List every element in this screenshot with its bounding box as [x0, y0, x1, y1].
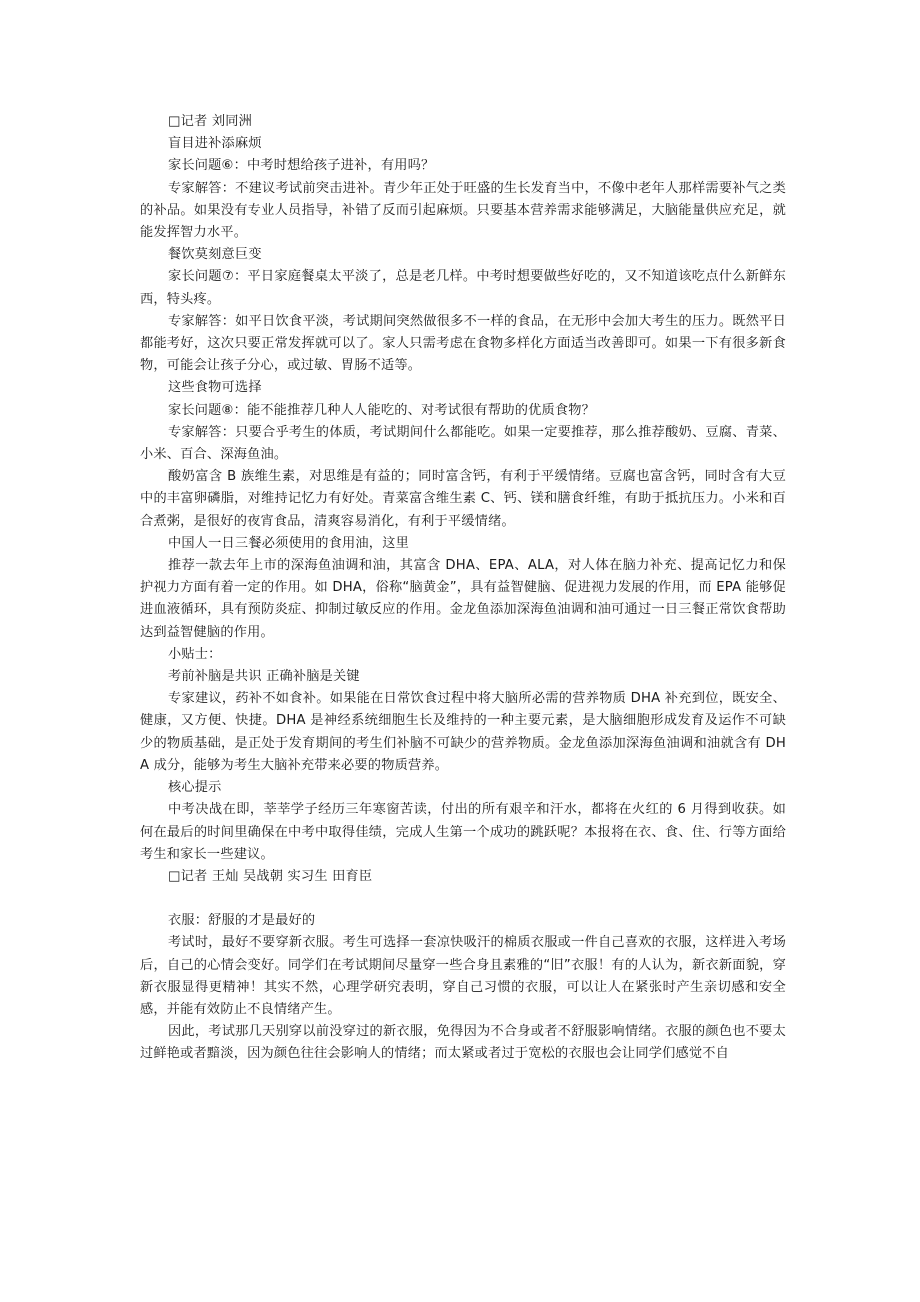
tips-label: 小贴士： [168, 646, 222, 662]
parent-question: 家长问题⑧：能不能推荐几种人人能吃的、对考试很有帮助的优质食物？ [168, 402, 596, 418]
section-heading: 考前补脑是共识 正确补脑是关键 [168, 669, 360, 685]
expert-answer: 专家解答：只要合乎考生的体质，考试期间什么都能吃。如果一定要推荐，那么推荐酸奶、豆腐、青菜、小米、百合、深海鱼油。 [140, 424, 786, 463]
parent-question: 家长问题⑥：中考时想给孩子进补，有用吗？ [168, 158, 435, 174]
section-heading: 衣服：舒服的才是最好的 [168, 913, 316, 929]
body-paragraph: 中考决战在即，莘莘学子经历三年寒窗苦读，付出的所有艰辛和汗水，都将在火红的 6 月得到收获。如何在最后的时间里确保在中考中取得佳绩，完成人生第一个成功的跳跃呢？本报将在衣、食、住、行等方面给考生和家长一些建议。 [140, 802, 786, 862]
section-heading: 餐饮莫刻意巨变 [168, 247, 262, 263]
body-paragraph: 推荐一款去年上市的深海鱼油调和油，其富含 DHA、EPA、ALA，对人体在脑力补充、提高记忆力和保护视力方面有着一定的作用。如 DHA，俗称“脑黄金”，具有益智健脑、促进视力发展的作用，而 EPA 能够促进血液循环，具有预防炎症、抑制过敏反应的作用。金龙鱼添加深海鱼油调和油可通过一日三餐正常饮食帮助达到益智健脑的作用。 [140, 558, 786, 640]
section-heading: 这些食物可选择 [168, 380, 262, 396]
expert-answer: 专家解答：不建议考试前突击进补。青少年正处于旺盛的生长发育当中，不像中老年人那样需要补气之类的补品。如果没有专业人员指导，补错了反而引起麻烦。只要基本营养需求能够满足，大脑能量供应充足，就能发挥智力水平。 [140, 180, 786, 241]
section-heading: 盲目进补添麻烦 [168, 136, 262, 152]
body-paragraph: 专家建议，药补不如食补。如果能在日常饮食过程中将大脑所必需的营养物质 DHA 补充到位，既安全、健康，又方便、快捷。DHA 是神经系统细胞生长及维持的一种主要元素，是大脑细胞形成发育及运作不可缺少的物质基础，是正处于发育期间的考生们补脑不可缺少的营养物质。金龙鱼添加深海鱼油调和油就含有 DHA 成分，能够为考生大脑补充带来必要的物质营养。 [140, 691, 786, 773]
blank-line [140, 888, 786, 910]
article-body [140, 111, 786, 1066]
reporter-byline: □记者 刘同洲 [168, 114, 252, 129]
body-paragraph: 因此，考试那几天别穿以前没穿过的新衣服，免得因为不合身或者不舒服影响情绪。衣服的颜色也不要太过鲜艳或者黯淡，因为颜色往往会影响人的情绪；而太紧或者过于宽松的衣服也会让同学们感觉不自 [140, 1024, 786, 1062]
body-paragraph: 酸奶富含 B 族维生素，对思维是有益的；同时富含钙，有利于平缓情绪。豆腐也富含钙，同时含有大豆中的丰富卵磷脂，对维持记忆力有好处。青菜富含维生素 C、钙、镁和膳食纤维，有助于抵抗压力。小米和百合煮粥，是很好的夜宵食品，清爽容易消化，有利于平缓情绪。 [140, 469, 786, 529]
expert-answer: 专家解答：如平日饮食平淡，考试期间突然做很多不一样的食品，在无形中会加大考生的压力。既然平日都能考好，这次只要正常发挥就可以了。家人只需考虑在食物多样化方面适当改善即可。如果一下有很多新食物，可能会让孩子分心，或过敏、胃肠不适等。 [140, 313, 786, 374]
parent-question: 家长问题⑦：平日家庭餐桌太平淡了，总是老几样。中考时想要做些好吃的，又不知道该吃点什么新鲜东西，特头疼。 [140, 269, 786, 307]
section-heading: 核心提示 [168, 780, 222, 796]
body-paragraph: 中国人一日三餐必须使用的食用油，这里 [168, 535, 409, 551]
body-paragraph: 考试时，最好不要穿新衣服。考生可选择一套凉快吸汗的棉质衣服或一件自己喜欢的衣服，这样进入考场后，自己的心情会变好。同学们在考试期间尽量穿一些合身且素雅的“旧”衣服！有的人认为，新衣新面貌，穿新衣服显得更精神！其实不然，心理学研究表明，穿自己习惯的衣服，可以让人在紧张时产生亲切感和安全感，并能有效防止不良情绪产生。 [140, 935, 786, 1017]
reporter-byline: □记者 王灿 吴战朝 实习生 田育臣 [168, 868, 373, 884]
